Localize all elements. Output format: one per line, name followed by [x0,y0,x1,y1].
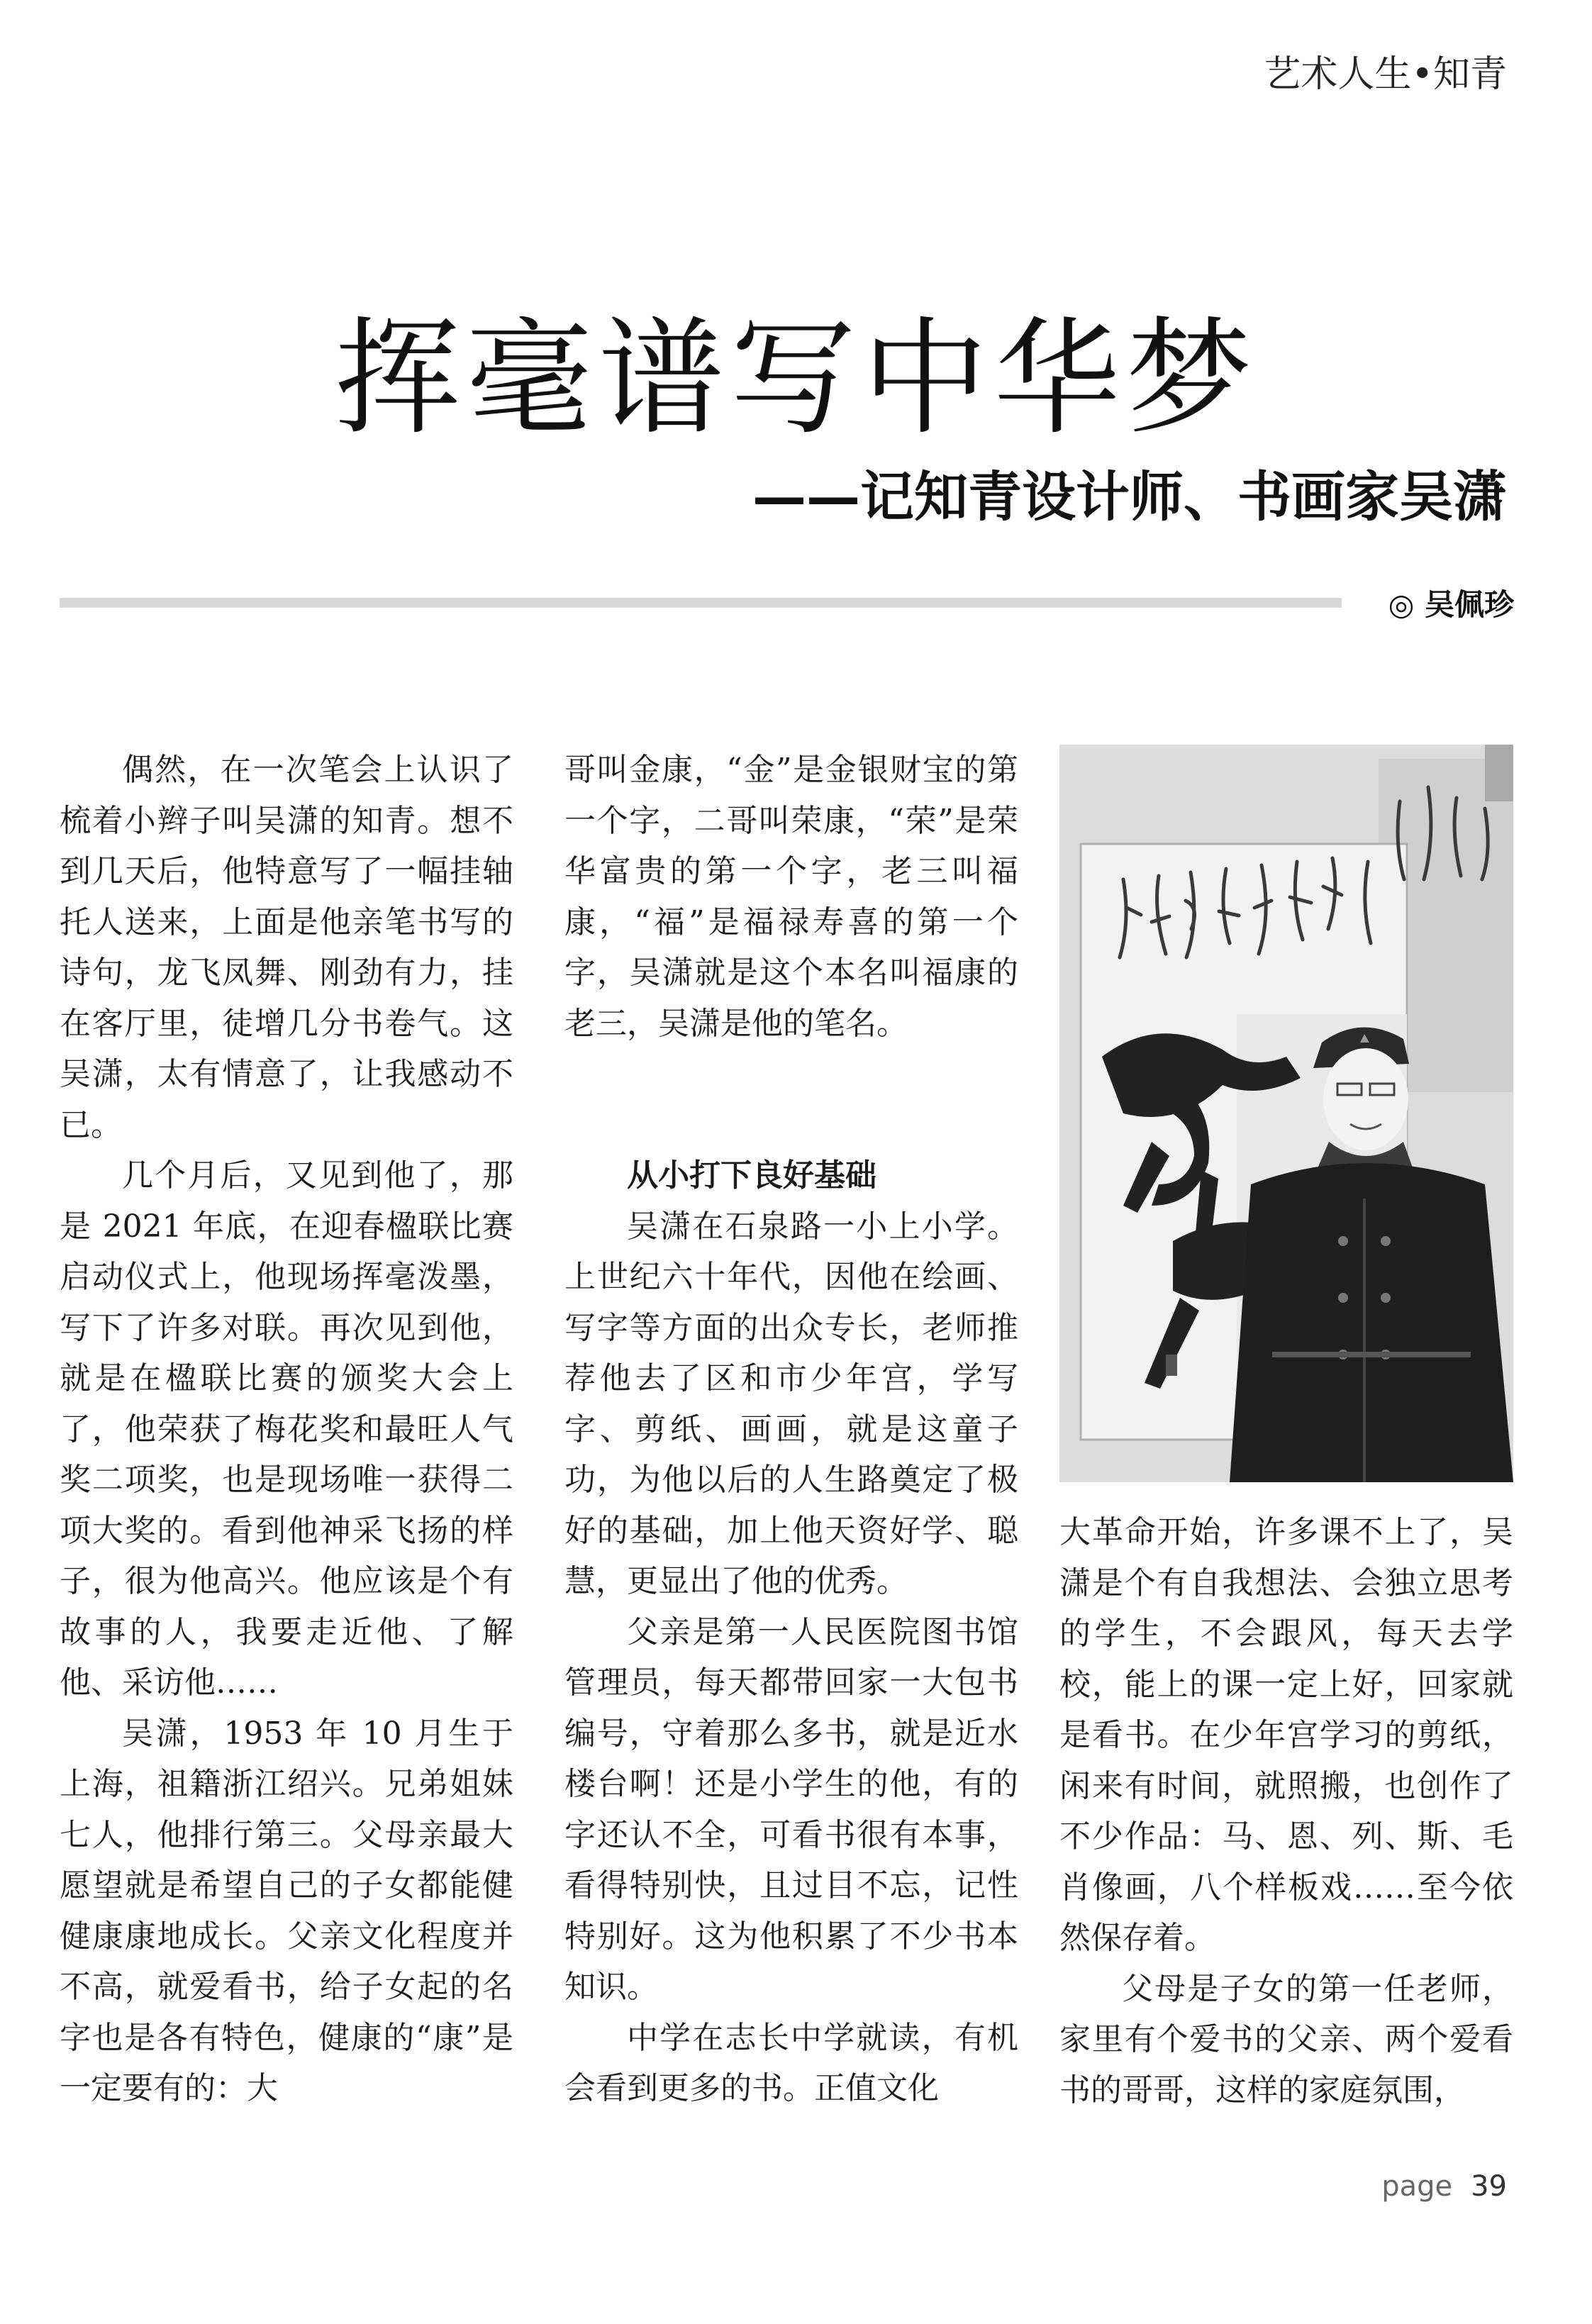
paragraph: 偶然，在一次笔会上认识了梳着小辫子叫吴潇的知青。想不到几天后，他特意写了一幅挂轴托人送来，上面是他亲笔书写的诗句，龙飞凤舞、刚劲有力，挂在客厅里，徒增几分书卷气。这吴潇，太有情意了，让我感动不已。 [60,752,513,1143]
page-number: 39 [1471,2170,1507,2203]
text-column-2 [564,745,1018,2114]
page-footer [1381,2170,1507,2203]
article-title: 挥毫谱写中华梦 [334,305,1258,452]
portrait-photo [1059,745,1513,1482]
paragraph: 父亲是第一人民医院图书馆管理员，每天都带回家一大包书编号，守着那么多书，就是近水楼台啊！还是小学生的他，有的字还认不全，可看书很有本事，看得特别快，且过目不忘，记性特别好。这为他积累了不少书本知识。 [564,1613,1018,2005]
paragraph: 吴潇在石泉路一小上小学。上世纪六十年代，因他在绘画、写字等方面的出众专长，老师推荐他去了区和市少年宫，学写字、剪纸、画画，就是这童子功，为他以后的人生路奠定了极好的基础，加上他天资好学、聪慧，更显出了他的优秀。 [564,1208,1018,1599]
author-byline: ◎ 吴佩珍 [1388,587,1514,622]
paragraph: 吴潇，1953 年 10 月生于上海，祖籍浙江绍兴。兄弟姐妹七人，他排行第三。父母亲最大愿望就是希望自己的子女都能健健康康地成长。父亲文化程度并不高，就爱看书，给子女起的名字也是各有特色，健康的“康”是一定要有的：大 [60,1715,513,2106]
paragraph: 中学在志长中学就读，有机会看到更多的书。正值文化 [564,2019,1018,2106]
paragraph: 哥叫金康，“金”是金银财宝的第一个字，二哥叫荣康，“荣”是荣华富贵的第一个字，老三叫福康，“福”是福禄寿喜的第一个字，吴潇就是这个本名叫福康的老三，吴潇是他的笔名。 [564,752,1018,1042]
divider-rule [60,598,1342,608]
section-heading: 从小打下良好基础 [627,1157,876,1194]
text-column-1 [60,745,513,2114]
section-gap [564,1049,1018,1150]
article-subtitle: ——记知青设计师、书画家吴潇 [752,465,1507,528]
page-word: page [1381,2170,1453,2203]
paragraph: 父母是子女的第一任老师，家里有个爱书的父亲、两个爱看书的哥哥，这样的家庭氛围， [1059,1970,1513,2108]
section-label: 艺术人生•知青 [1264,53,1507,96]
text-column-3 [1059,1507,1513,2115]
paragraph: 几个月后，又见到他了，那是 2021 年底，在迎春楹联比赛启动仪式上，他现场挥毫泼墨，写下了许多对联。再次见到他，就是在楹联比赛的颁奖大会上了，他荣获了梅花奖和最旺人气奖二项奖，也是现场唯一获得二项大奖的。看到他神采飞扬的样子，很为他高兴。他应该是个有故事的人，我要走近他、了解他、采访他…… [60,1157,513,1701]
photo-illustration [1059,745,1513,1482]
paragraph: 大革命开始，许多课不上了，吴潇是个有自我想法、会独立思考的学生，不会跟风，每天去学校，能上的课一定上好，回家就是看书。在少年宫学习的剪纸，闲来有时间，就照搬，也创作了不少作品：马、恩、列、斯、毛肖像画，八个样板戏……至今依然保存着。 [1059,1514,1513,1956]
